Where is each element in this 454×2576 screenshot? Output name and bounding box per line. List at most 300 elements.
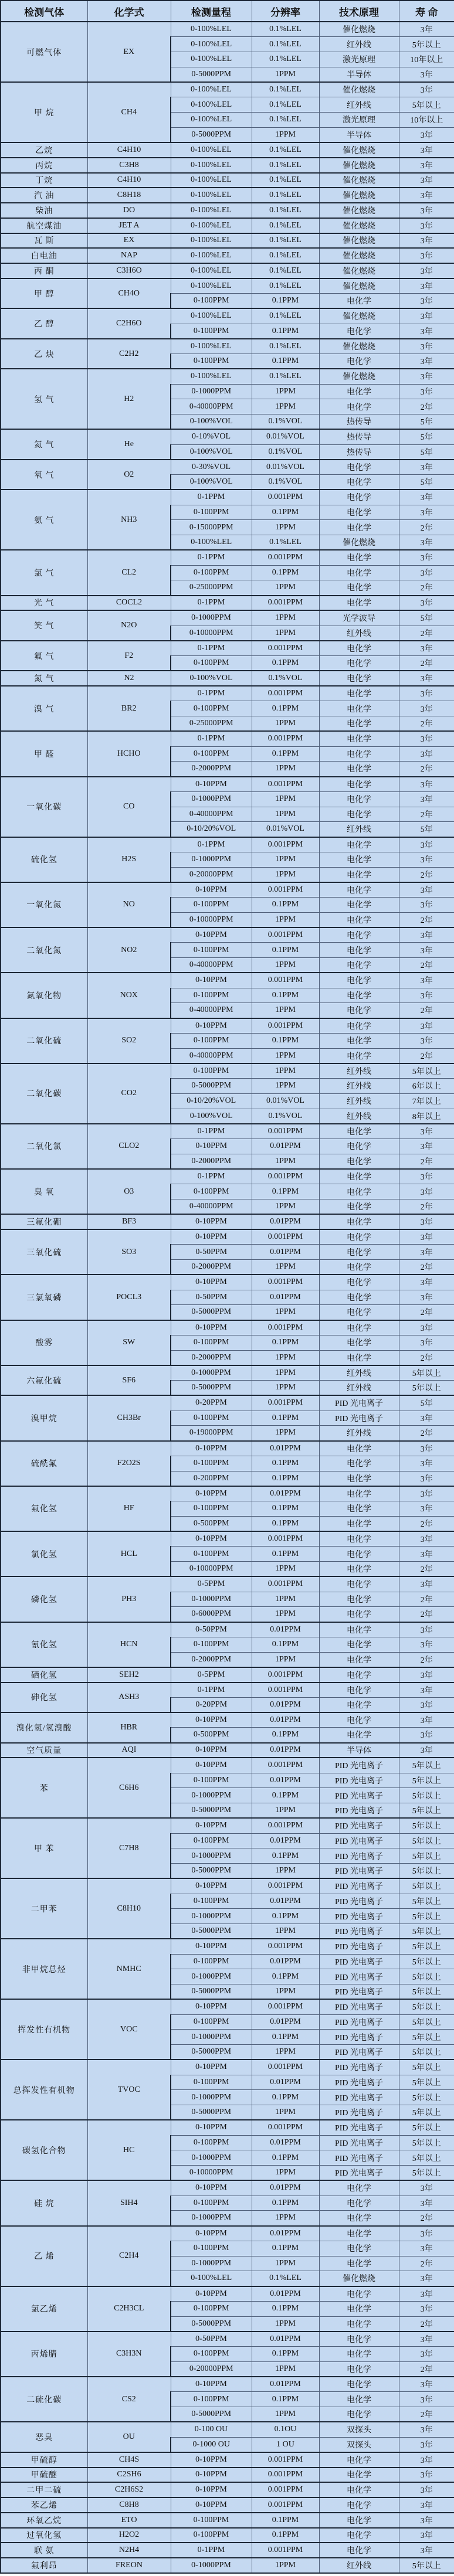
principle-cell: 电化学 <box>319 580 399 596</box>
principle-cell: PID 光电离子 <box>319 1788 399 1803</box>
lifespan-cell: 2年 <box>399 1607 454 1622</box>
table-row <box>1 1486 454 1501</box>
principle-cell: PID 光电离子 <box>319 1999 399 2014</box>
resolution-cell: 0.1%LEL <box>252 158 319 173</box>
lifespan-cell: 2年 <box>399 2407 454 2422</box>
resolution-cell: 0.1PPM <box>252 1501 319 1517</box>
lifespan-cell: 2年 <box>399 958 454 973</box>
resolution-cell: 0.1%LEL <box>252 37 319 52</box>
principle-cell: 催化燃烧 <box>319 535 399 550</box>
formula-cell: SF6 <box>87 1365 171 1396</box>
resolution-cell: 1PPM <box>252 384 319 399</box>
range-cell: 0-10PPM <box>171 2060 252 2075</box>
lifespan-cell: 3年 <box>399 158 454 173</box>
lifespan-cell: 5年以上 <box>399 1894 454 1909</box>
lifespan-cell: 3年 <box>399 837 454 852</box>
range-cell: 0-1PPM <box>171 1169 252 1184</box>
principle-cell: 电化学 <box>319 596 399 611</box>
table-row <box>1 1320 454 1335</box>
table-row <box>1 2226 454 2241</box>
formula-cell: JET A <box>87 218 171 233</box>
range-cell: 0-1PPM <box>171 1683 252 1698</box>
lifespan-cell: 5年以上 <box>399 2030 454 2045</box>
range-cell: 0-100PPM <box>171 2196 252 2211</box>
range-cell: 0-5000PPM <box>171 67 252 82</box>
lifespan-cell: 5年以上 <box>399 1909 454 1924</box>
range-cell: 0-100PPM <box>171 1954 252 1969</box>
principle-cell: 激光原理 <box>319 52 399 67</box>
resolution-cell: 1PPM <box>252 807 319 822</box>
lifespan-cell: 5年以上 <box>399 37 454 52</box>
formula-cell: VOC <box>87 1999 171 2060</box>
gas-name-cell: 二氧化氮 <box>1 927 87 973</box>
formula-cell: PH3 <box>87 1576 171 1622</box>
lifespan-cell: 2年 <box>399 626 454 641</box>
lifespan-cell: 2年 <box>399 807 454 822</box>
gas-name-cell: 溴甲烷 <box>1 1395 87 1440</box>
resolution-cell: 1PPM <box>252 2045 319 2060</box>
gas-name-cell: 环氧乙烷 <box>1 2513 87 2528</box>
lifespan-cell: 3年 <box>399 1531 454 1547</box>
header-gas: 检测气体 <box>1 1 87 22</box>
principle-cell: 电化学 <box>319 490 399 505</box>
range-cell: 0-100%LEL <box>171 52 252 67</box>
resolution-cell: 0.1%LEL <box>252 188 319 203</box>
lifespan-cell: 3年 <box>399 777 454 792</box>
table-row <box>1 2286 454 2302</box>
table-row <box>1 1063 454 1079</box>
principle-cell: 电化学 <box>319 716 399 732</box>
resolution-cell: 0.01PPM <box>252 2332 319 2347</box>
lifespan-cell: 3年 <box>399 596 454 611</box>
range-cell: 0-5000PPM <box>171 1079 252 1094</box>
range-cell: 0-100 OU <box>171 2422 252 2437</box>
lifespan-cell: 3年 <box>399 294 454 309</box>
formula-cell: BF3 <box>87 1214 171 1229</box>
gas-name-cell: 可燃气体 <box>1 22 87 82</box>
range-cell: 0-1PPM <box>171 731 252 746</box>
lifespan-cell: 5年 <box>399 475 454 490</box>
lifespan-cell: 3年 <box>399 505 454 520</box>
formula-cell: C2H2 <box>87 339 171 369</box>
lifespan-cell: 3年 <box>399 263 454 278</box>
lifespan-cell: 2年 <box>399 1652 454 1667</box>
resolution-cell: 0.1%VOL <box>252 444 319 460</box>
principle-cell: 催化燃烧 <box>319 278 399 294</box>
principle-cell: 电化学 <box>319 943 399 958</box>
lifespan-cell: 5年以上 <box>399 2014 454 2030</box>
formula-cell: NAP <box>87 248 171 263</box>
principle-cell: 电化学 <box>319 867 399 882</box>
principle-cell: 电化学 <box>319 2347 399 2362</box>
lifespan-cell: 2年 <box>399 1199 454 1215</box>
principle-cell: 电化学 <box>319 2407 399 2422</box>
lifespan-cell: 3年 <box>399 2497 454 2513</box>
principle-cell: 电化学 <box>319 1486 399 1501</box>
resolution-cell: 0.01PPM <box>252 2075 319 2090</box>
principle-cell: 光学波导 <box>319 610 399 626</box>
principle-cell: 电化学 <box>319 2286 399 2302</box>
formula-cell: C7H8 <box>87 1818 171 1878</box>
lifespan-cell: 5年 <box>399 822 454 837</box>
lifespan-cell: 5年 <box>399 414 454 430</box>
lifespan-cell: 3年 <box>399 2377 454 2392</box>
lifespan-cell: 3年 <box>399 791 454 807</box>
resolution-cell: 0.001PPM <box>252 1683 319 1698</box>
table-row <box>1 203 454 218</box>
principle-cell: 电化学 <box>319 399 399 414</box>
principle-cell: 双探头 <box>319 2437 399 2452</box>
principle-cell: 催化燃烧 <box>319 339 399 354</box>
lifespan-cell: 3年 <box>399 2513 454 2528</box>
range-cell: 0-100%LEL <box>171 248 252 263</box>
principle-cell: 电化学 <box>319 1139 399 1154</box>
table-row <box>1 1878 454 1894</box>
principle-cell: 红外线 <box>319 1093 399 1109</box>
lifespan-cell: 3年 <box>399 1712 454 1728</box>
resolution-cell: 0.1PPM <box>252 2347 319 2362</box>
range-cell: 0-25000PPM <box>171 580 252 596</box>
formula-cell: CL2 <box>87 550 171 595</box>
table-row <box>1 233 454 249</box>
lifespan-cell: 5年以上 <box>399 1999 454 2014</box>
lifespan-cell: 2年 <box>399 2256 454 2271</box>
principle-cell: 红外线 <box>319 1079 399 1094</box>
range-cell: 0-100%LEL <box>171 173 252 188</box>
gas-name-cell: 六氟化硫 <box>1 1365 87 1396</box>
formula-cell: HC <box>87 2120 171 2180</box>
resolution-cell: 1PPM <box>252 2361 319 2377</box>
gas-name-cell: 氨 气 <box>1 490 87 550</box>
lifespan-cell: 3年 <box>399 746 454 762</box>
resolution-cell: 0.1PPM <box>252 1033 319 1048</box>
gas-name-cell: 乙 醇 <box>1 308 87 339</box>
principle-cell: 电化学 <box>319 1547 399 1562</box>
formula-cell: OU <box>87 2422 171 2452</box>
resolution-cell: 0.01%VOL <box>252 429 319 444</box>
resolution-cell: 0.001PPM <box>252 1169 319 1184</box>
principle-cell: 电化学 <box>319 1184 399 1199</box>
range-cell: 0-1000PPM <box>171 1592 252 1607</box>
resolution-cell: 0.1%LEL <box>252 2271 319 2286</box>
lifespan-cell: 3年 <box>399 550 454 565</box>
resolution-cell: 0.001PPM <box>252 1758 319 1773</box>
table-row <box>1 1939 454 1954</box>
range-cell: 0-5PPM <box>171 1667 252 1683</box>
formula-cell: H2O2 <box>87 2528 171 2543</box>
resolution-cell: 1PPM <box>252 1652 319 1667</box>
resolution-cell: 1PPM <box>252 610 319 626</box>
principle-cell: PID 光电离子 <box>319 2014 399 2030</box>
resolution-cell: 0.1PPM <box>252 2150 319 2166</box>
lifespan-cell: 7年以上 <box>399 1093 454 1109</box>
gas-name-cell: 酸雾 <box>1 1320 87 1365</box>
formula-cell: AQI <box>87 1743 171 1758</box>
range-cell: 0-40000PPM <box>171 1003 252 1018</box>
range-cell: 0-1PPM <box>171 641 252 656</box>
table-row <box>1 1758 454 1773</box>
lifespan-cell: 3年 <box>399 2271 454 2286</box>
principle-cell: 电化学 <box>319 1199 399 1215</box>
range-cell: 0-40000PPM <box>171 1048 252 1063</box>
resolution-cell: 1 OU <box>252 2437 319 2452</box>
principle-cell: 热传导 <box>319 429 399 444</box>
lifespan-cell: 3年 <box>399 1486 454 1501</box>
range-cell: 0-5PPM <box>171 1576 252 1592</box>
resolution-cell: 0.001PPM <box>252 2120 319 2135</box>
lifespan-cell: 3年 <box>399 1547 454 1562</box>
gas-name-cell: 丙 酮 <box>1 263 87 278</box>
resolution-cell: 0.1%LEL <box>252 218 319 233</box>
header-range: 检测量程 <box>171 1 252 22</box>
resolution-cell: 0.01PPM <box>252 2180 319 2196</box>
lifespan-cell: 5年以上 <box>399 2135 454 2150</box>
principle-cell: 电化学 <box>319 988 399 1003</box>
gas-name-cell: 磷化氢 <box>1 1576 87 1622</box>
resolution-cell: 0.1PPM <box>252 2513 319 2528</box>
gas-name-cell: 乙 烯 <box>1 2226 87 2286</box>
range-cell: 0-40000PPM <box>171 1199 252 1215</box>
formula-cell: N2O <box>87 610 171 641</box>
principle-cell: PID 光电离子 <box>319 1954 399 1969</box>
principle-cell: 电化学 <box>319 1637 399 1652</box>
resolution-cell: 0.01%VOL <box>252 1093 319 1109</box>
principle-cell: 电化学 <box>319 2468 399 2483</box>
range-cell: 0-100PPM <box>171 1547 252 1562</box>
principle-cell: 电化学 <box>319 1214 399 1229</box>
range-cell: 0-1000PPM <box>171 384 252 399</box>
lifespan-cell: 2年 <box>399 1592 454 1607</box>
range-cell: 0-100%LEL <box>171 218 252 233</box>
resolution-cell: 1PPM <box>252 1350 319 1365</box>
formula-cell: CLO2 <box>87 1124 171 1169</box>
range-cell: 0-100PPM <box>171 1894 252 1909</box>
range-cell: 0-100PPM <box>171 2075 252 2090</box>
principle-cell: PID 光电离子 <box>319 1984 399 2000</box>
principle-cell: 电化学 <box>319 2316 399 2332</box>
principle-cell: 电化学 <box>319 505 399 520</box>
gas-name-cell: 瓦 斯 <box>1 233 87 249</box>
resolution-cell: 0.1PPM <box>252 1411 319 1426</box>
resolution-cell: 0.1%LEL <box>252 82 319 97</box>
resolution-cell: 0.01PPM <box>252 2377 319 2392</box>
resolution-cell: 0.01%VOL <box>252 460 319 475</box>
gas-name-cell: 一氧化氮 <box>1 882 87 927</box>
principle-cell: 红外线 <box>319 1109 399 1124</box>
range-cell: 0-100%LEL <box>171 308 252 324</box>
range-cell: 0-100%LEL <box>171 37 252 52</box>
resolution-cell: 0.001PPM <box>252 1531 319 1547</box>
range-cell: 0-10PPM <box>171 1758 252 1773</box>
range-cell: 0-10PPM <box>171 1818 252 1833</box>
lifespan-cell: 3年 <box>399 535 454 550</box>
resolution-cell: 0.01PPM <box>252 1773 319 1788</box>
lifespan-cell: 5年以上 <box>399 2045 454 2060</box>
resolution-cell: 0.1%LEL <box>252 173 319 188</box>
lifespan-cell: 5年以上 <box>399 1939 454 1954</box>
principle-cell: 红外线 <box>319 1365 399 1381</box>
lifespan-cell: 3年 <box>399 278 454 294</box>
principle-cell: 电化学 <box>319 2180 399 2196</box>
lifespan-cell: 5年以上 <box>399 1381 454 1396</box>
principle-cell: 红外线 <box>319 37 399 52</box>
lifespan-cell: 10年以上 <box>399 113 454 128</box>
resolution-cell: 0.001PPM <box>252 1999 319 2014</box>
principle-cell: 电化学 <box>319 2528 399 2543</box>
resolution-cell: 0.1PPM <box>252 1637 319 1652</box>
table-row <box>1 882 454 898</box>
range-cell: 0-10PPM <box>171 2286 252 2302</box>
range-cell: 0-100PPM <box>171 354 252 369</box>
principle-cell: 电化学 <box>319 2361 399 2377</box>
resolution-cell: 0.001PPM <box>252 1124 319 1139</box>
table-row <box>1 2543 454 2558</box>
principle-cell: 红外线 <box>319 97 399 113</box>
resolution-cell: 1PPM <box>252 716 319 732</box>
gas-name-cell: 氧 气 <box>1 460 87 490</box>
formula-cell: HBR <box>87 1712 171 1743</box>
principle-cell: 电化学 <box>319 777 399 792</box>
lifespan-cell: 2年 <box>399 1516 454 1531</box>
formula-cell: C2H3CL <box>87 2286 171 2332</box>
range-cell: 0-100PPM <box>171 2241 252 2256</box>
gas-name-cell: 柴油 <box>1 203 87 218</box>
lifespan-cell: 3年 <box>399 1139 454 1154</box>
formula-cell: NOX <box>87 973 171 1018</box>
range-cell: 0-100PPM <box>171 294 252 309</box>
gas-name-cell: 臭 氧 <box>1 1169 87 1214</box>
lifespan-cell: 5年以上 <box>399 1878 454 1894</box>
principle-cell: 电化学 <box>319 746 399 762</box>
principle-cell: 电化学 <box>319 1350 399 1365</box>
range-cell: 0-50PPM <box>171 1290 252 1305</box>
lifespan-cell: 3年 <box>399 1290 454 1305</box>
gas-name-cell: 氮 气 <box>1 671 87 686</box>
lifespan-cell: 3年 <box>399 1456 454 1471</box>
resolution-cell: 1PPM <box>252 67 319 82</box>
resolution-cell: 0.1PPM <box>252 1788 319 1803</box>
lifespan-cell: 3年 <box>399 324 454 339</box>
table-row <box>1 641 454 656</box>
gas-name-cell: 甲 苯 <box>1 1818 87 1878</box>
range-cell: 0-10PPM <box>171 2497 252 2513</box>
formula-cell: C2H4 <box>87 2226 171 2286</box>
principle-cell: PID 光电离子 <box>319 2090 399 2105</box>
resolution-cell: 1PPM <box>252 1803 319 1819</box>
resolution-cell: 0.1PPM <box>252 943 319 958</box>
principle-cell: 电化学 <box>319 1335 399 1350</box>
lifespan-cell: 2年 <box>399 762 454 777</box>
range-cell: 0-100PPM <box>171 898 252 913</box>
lifespan-cell: 3年 <box>399 2422 454 2437</box>
gas-name-cell: 氰化氢 <box>1 1622 87 1667</box>
principle-cell: 电化学 <box>319 1712 399 1728</box>
lifespan-cell: 3年 <box>399 354 454 369</box>
formula-cell: HCN <box>87 1622 171 1667</box>
range-cell: 0-100%LEL <box>171 233 252 249</box>
range-cell: 0-5000PPM <box>171 1803 252 1819</box>
gas-name-cell: 氯化氢 <box>1 1531 87 1576</box>
formula-cell: SIH4 <box>87 2180 171 2225</box>
table-row <box>1 2528 454 2543</box>
range-cell: 0-10PPM <box>171 2226 252 2241</box>
formula-cell: C3H8 <box>87 158 171 173</box>
resolution-cell: 0.01PPM <box>252 1697 319 1712</box>
resolution-cell: 0.1%VOL <box>252 414 319 430</box>
lifespan-cell: 3年 <box>399 2241 454 2256</box>
resolution-cell: 0.01PPM <box>252 2226 319 2241</box>
range-cell: 0-10PPM <box>171 2180 252 2196</box>
range-cell: 0-100PPM <box>171 1033 252 1048</box>
range-cell: 0-10000PPM <box>171 1562 252 1577</box>
range-cell: 0-100%LEL <box>171 113 252 128</box>
lifespan-cell: 3年 <box>399 973 454 988</box>
lifespan-cell: 2年 <box>399 1562 454 1577</box>
formula-cell: C3H6O <box>87 263 171 278</box>
resolution-cell: 0.01PPM <box>252 2014 319 2030</box>
principle-cell: 电化学 <box>319 852 399 867</box>
resolution-cell: 0.01PPM <box>252 1139 319 1154</box>
principle-cell: 催化燃烧 <box>319 158 399 173</box>
principle-cell: 电化学 <box>319 912 399 927</box>
lifespan-cell: 5年以上 <box>399 97 454 113</box>
range-cell: 0-100%LEL <box>171 158 252 173</box>
resolution-cell: 0.01PPM <box>252 1441 319 1456</box>
resolution-cell: 1PPM <box>252 1864 319 1879</box>
lifespan-cell: 5年以上 <box>399 1758 454 1773</box>
resolution-cell: 0.1PPM <box>252 1456 319 1471</box>
lifespan-cell: 3年 <box>399 2543 454 2558</box>
lifespan-cell: 3年 <box>399 82 454 97</box>
formula-cell: C2H6S2 <box>87 2482 171 2497</box>
resolution-cell: 0.1%LEL <box>252 52 319 67</box>
range-cell: 0-1000PPM <box>171 1909 252 1924</box>
formula-cell: NH3 <box>87 490 171 550</box>
principle-cell: 电化学 <box>319 1562 399 1577</box>
formula-cell: CH4S <box>87 2452 171 2468</box>
range-cell: 0-10PPM <box>171 927 252 943</box>
formula-cell: SO3 <box>87 1229 171 1275</box>
range-cell: 0-100PPM <box>171 943 252 958</box>
principle-cell: 电化学 <box>319 686 399 701</box>
principle-cell: 电化学 <box>319 1275 399 1290</box>
range-cell: 0-500PPM <box>171 1516 252 1531</box>
resolution-cell: 1PPM <box>252 867 319 882</box>
formula-cell: NO <box>87 882 171 927</box>
principle-cell: PID 光电离子 <box>319 1894 399 1909</box>
resolution-cell: 0.001PPM <box>252 2497 319 2513</box>
range-cell: 0-100PPM <box>171 1501 252 1517</box>
table-row <box>1 1818 454 1833</box>
resolution-cell: 1PPM <box>252 1426 319 1441</box>
lifespan-cell: 3年 <box>399 233 454 249</box>
resolution-cell: 0.1%VOL <box>252 1109 319 1124</box>
resolution-cell: 0.1PPM <box>252 1516 319 1531</box>
resolution-cell: 0.001PPM <box>252 1275 319 1290</box>
resolution-cell: 0.1%LEL <box>252 263 319 278</box>
resolution-cell: 0.001PPM <box>252 1229 319 1245</box>
lifespan-cell: 3年 <box>399 686 454 701</box>
table-row <box>1 339 454 354</box>
range-cell: 0-100PPM <box>171 2347 252 2362</box>
range-cell: 0-100%LEL <box>171 369 252 384</box>
range-cell: 0-100%LEL <box>171 142 252 158</box>
resolution-cell: 1PPM <box>252 1924 319 1939</box>
range-cell: 0-100PPM <box>171 1184 252 1199</box>
resolution-cell: 0.1PPM <box>252 746 319 762</box>
resolution-cell: 0.1%LEL <box>252 308 319 324</box>
header-principle: 技术原理 <box>319 1 399 22</box>
